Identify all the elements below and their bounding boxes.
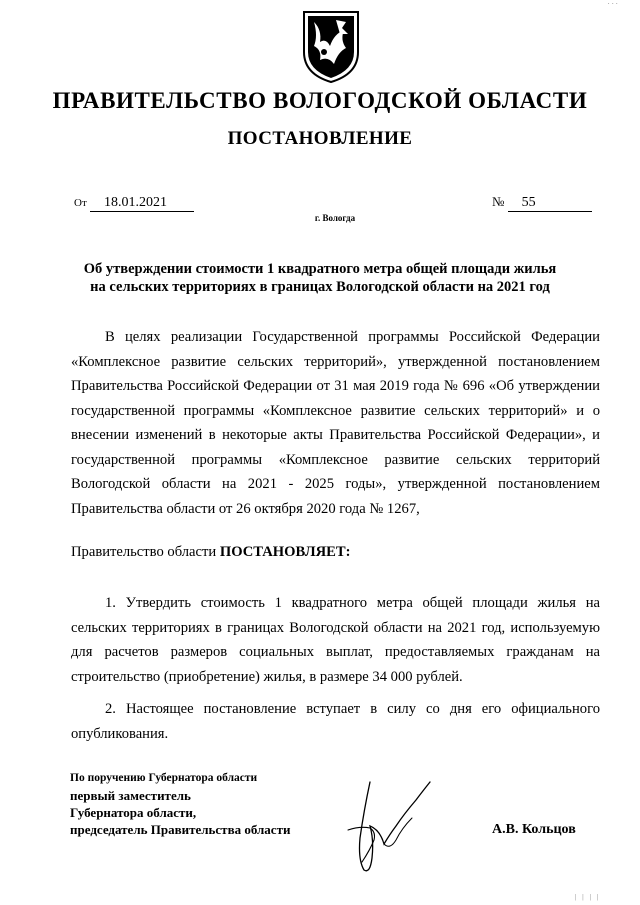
signatory-line-1: первый заместитель xyxy=(70,788,191,803)
signatory-line-0: По поручению Губернатора области xyxy=(70,772,258,784)
date-prefix: От xyxy=(74,197,87,209)
scan-mark-top: · · · xyxy=(607,0,618,8)
document-type: ПОСТАНОВЛЕНИЕ xyxy=(227,128,413,149)
document-date: 18.01.2021 xyxy=(90,195,194,212)
number-prefix: № xyxy=(492,194,505,209)
signatory-line-3: председатель Правительства области xyxy=(70,822,291,837)
city-label: г. Вологда xyxy=(314,213,356,223)
signatory-block xyxy=(70,770,290,838)
paragraph-resolves xyxy=(71,540,600,565)
paragraph-preamble: В целях реализации Государственной программы Российской Федерации «Комплексное развитие сельских территорий», утвержденной постановлением Правительства Российской Федерации от 31 мая 2019 года № 696 «Об утверждении государственной программы «Комплексное развитие сельских территорий» и о внесении изменений в некоторые акты Правительства Российской Федерации», и государственной программы «Комплексное развитие сельских территорий Вологодской области на 2021 - 2025 годы», утвержденной постановлением Правительства области от 26 октября 2020 года № 1267, xyxy=(71,329,600,517)
resolves-prefix: Правительство области xyxy=(71,544,220,560)
paragraph-item-2: 2. Настоящее постановление вступает в силу со дня его официального опубликования. xyxy=(71,701,600,742)
date-row xyxy=(74,194,194,212)
handwritten-signature xyxy=(330,770,450,880)
resolves-keyword: ПОСТАНОВЛЯЕТ: xyxy=(219,544,351,560)
heading-line-2: на сельских территориях в границах Вологодской области на 2021 год xyxy=(90,279,550,295)
paragraph-item-1: 1. Утвердить стоимость 1 квадратного метра общей площади жилья на сельских территориях в границах Вологодской области на 2021 год, используемую для расчетов размеров социальных выплат, предоставляемых гражданам на строительство (приобретение) жилья, в размере 34 000 рублей. xyxy=(71,595,600,685)
scan-mark-bottom: | | | | xyxy=(575,893,600,901)
document-number: 55 xyxy=(508,195,592,212)
heading-line-1: Об утверждении стоимости 1 квадратного метра общей площади жилья xyxy=(83,261,557,277)
document-heading xyxy=(60,260,580,296)
coat-of-arms-icon xyxy=(300,8,362,84)
government-title: ПРАВИТЕЛЬСТВО ВОЛОГОДСКОЙ ОБЛАСТИ xyxy=(52,88,588,113)
signer-name: А.В. Кольцов xyxy=(492,822,576,837)
number-row xyxy=(492,194,592,212)
signatory-line-2: Губернатора области, xyxy=(70,805,197,820)
